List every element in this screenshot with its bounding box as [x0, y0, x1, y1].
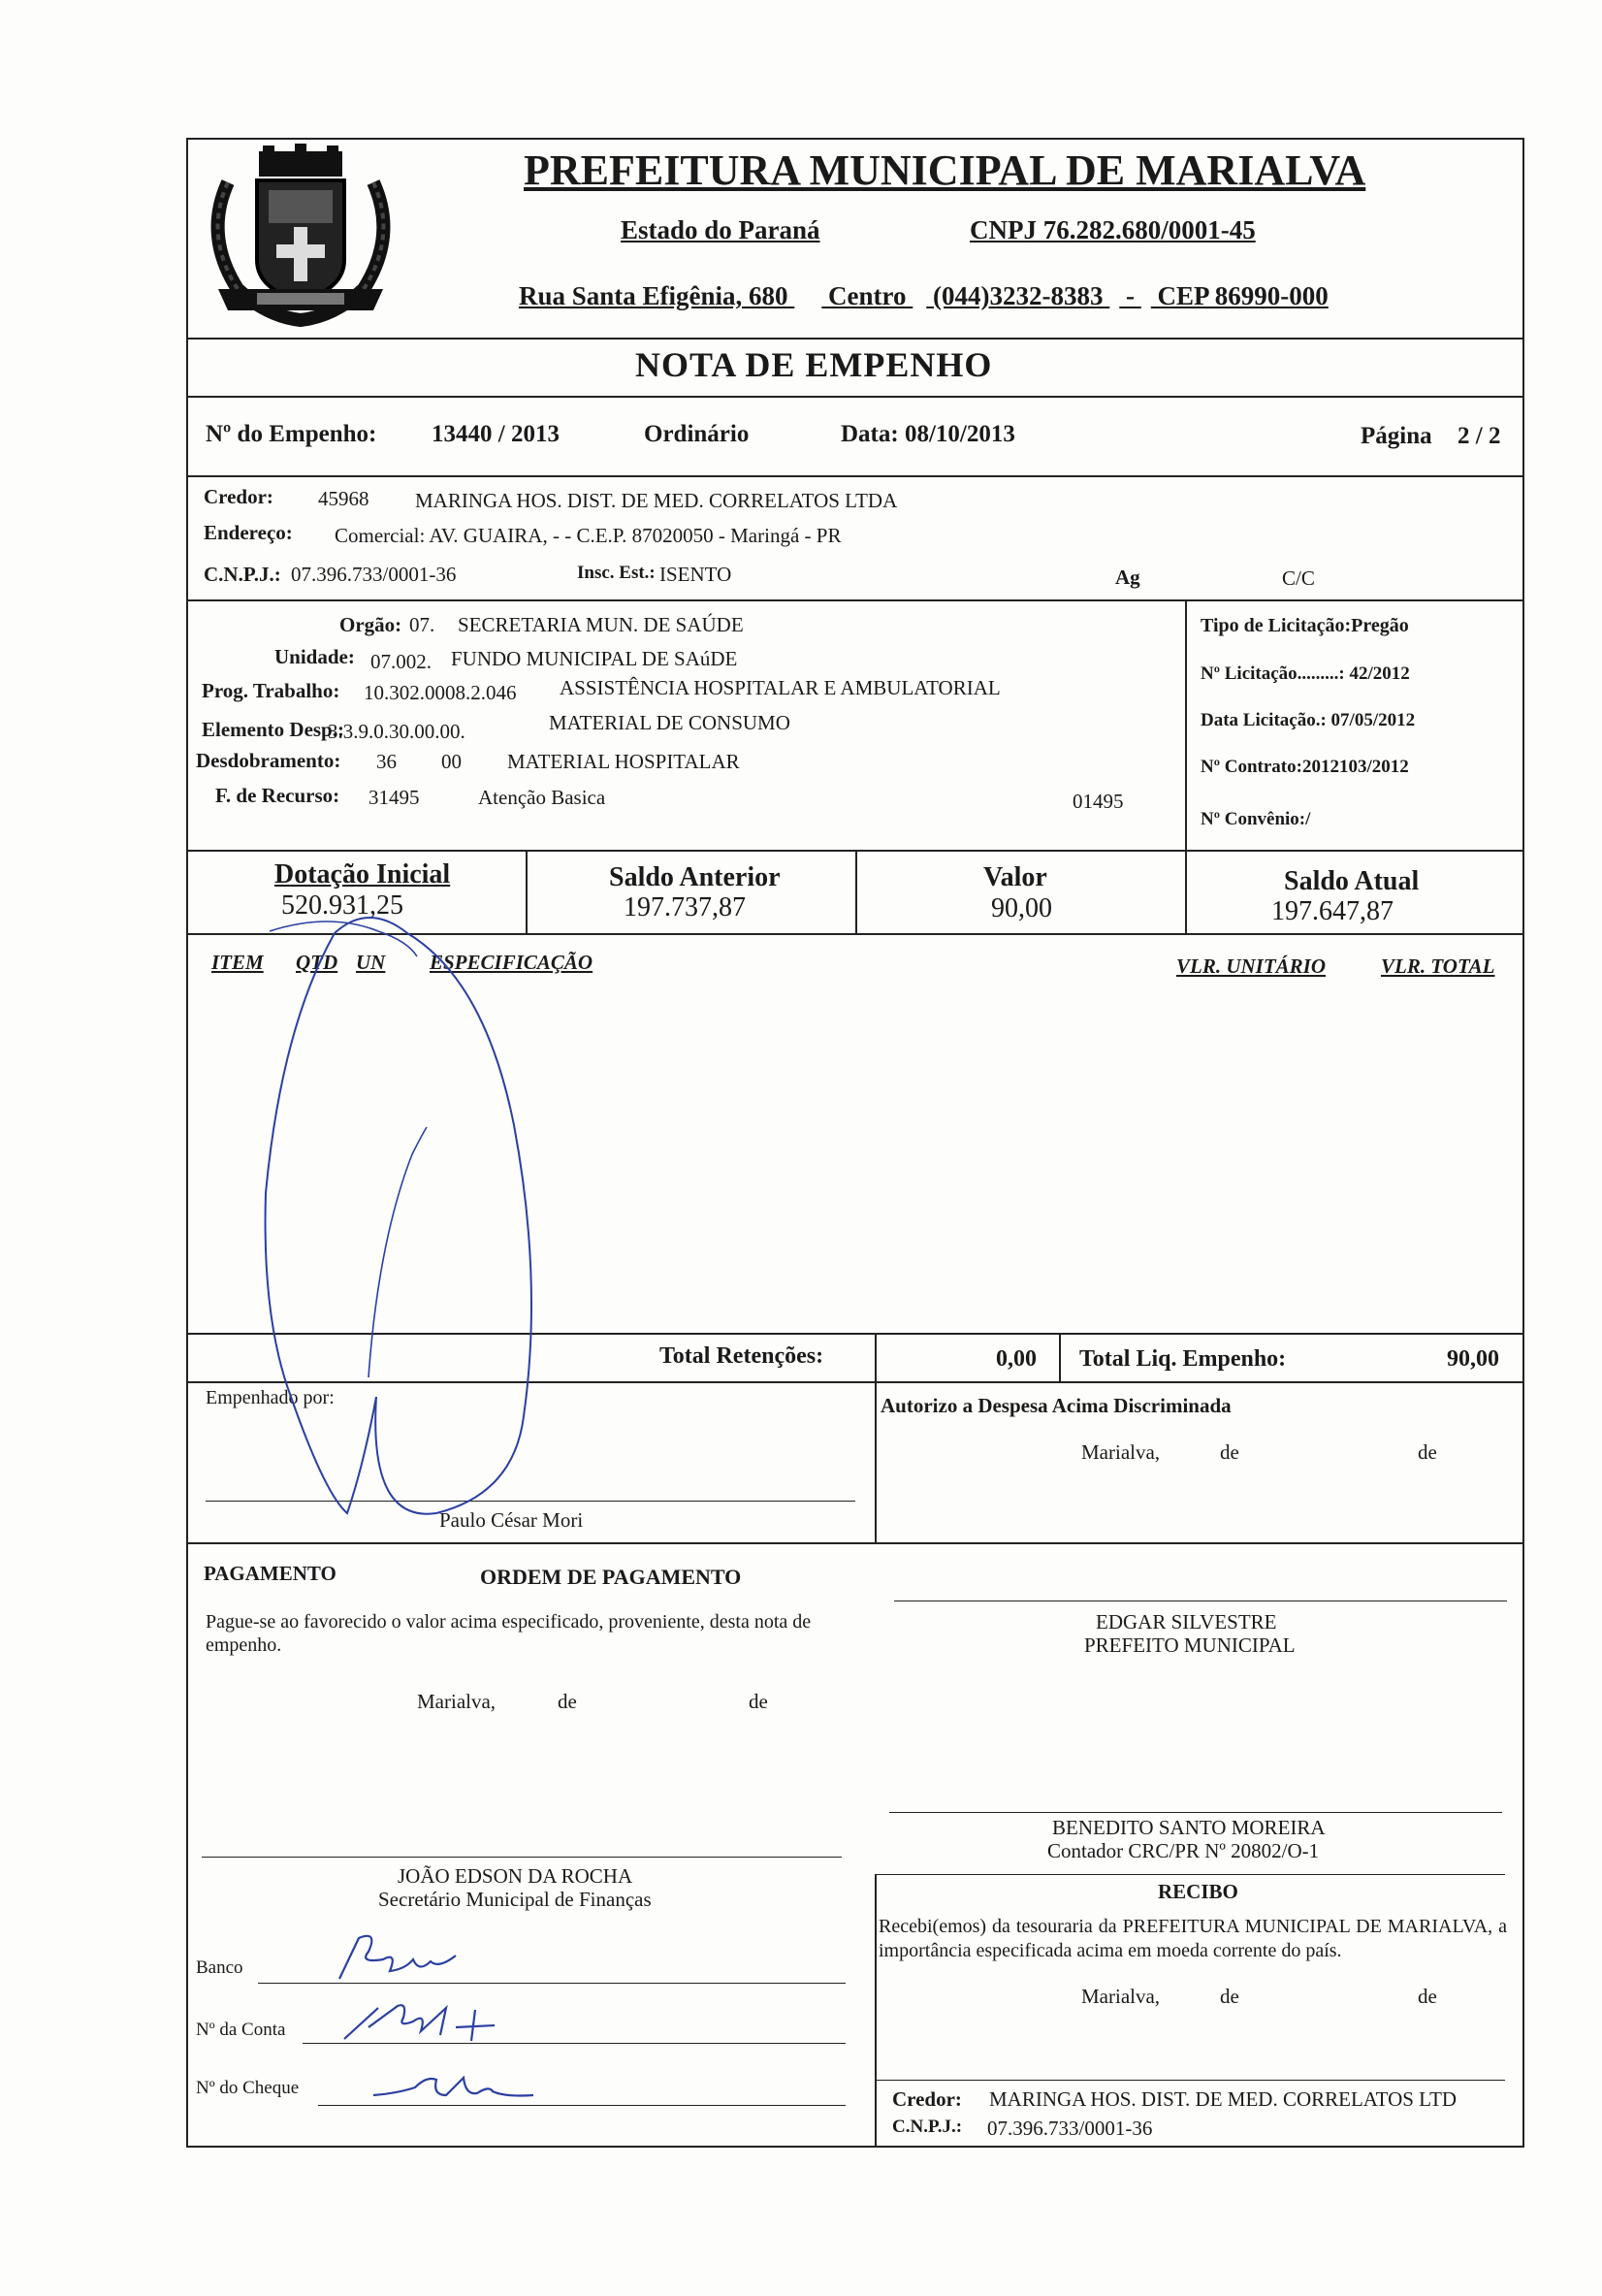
- divider: [875, 1333, 877, 1383]
- desdobramento-code: 36: [376, 750, 397, 773]
- tipo-licitacao-text: Tipo de Licitação:Pregão: [1201, 615, 1409, 636]
- authorization-city: Marialva,: [1081, 1440, 1161, 1464]
- orgao-code: 07.: [409, 613, 435, 636]
- document-title: NOTA DE EMPENHO: [635, 345, 993, 384]
- recibo-city: Marialva,: [1081, 1985, 1161, 2008]
- col-un: UN: [356, 951, 386, 974]
- prog-code: 10.302.0008.2.046: [364, 681, 517, 704]
- ag-label: Ag: [1115, 566, 1140, 589]
- liquido-value: 90,00: [1447, 1346, 1499, 1372]
- prog-label: Prog. Trabalho:: [202, 679, 340, 702]
- unidade-code: 07.002.: [370, 650, 432, 673]
- signature-line: [889, 1812, 1502, 1813]
- elemento-label: Elemento Desp.:: [202, 718, 344, 741]
- dotacao-label: Dotação Inicial: [274, 859, 451, 889]
- col-qtd: QTD: [296, 951, 338, 974]
- saldo-anterior-value: 197.737,87: [624, 892, 746, 922]
- recibo-cnpj-label: C.N.P.J.:: [892, 2117, 963, 2137]
- divider: [186, 475, 1524, 477]
- prefeito-title: PREFEITO MUNICIPAL: [1084, 1633, 1296, 1657]
- header-street: Rua Santa Efigênia, 680: [519, 281, 788, 310]
- ordem-pagamento-label: ORDEM DE PAGAMENTO: [480, 1565, 742, 1589]
- divider: [186, 1542, 1524, 1544]
- recibo-text: Recebi(emos) da tesouraria da PREFEITURA MUNICIPAL DE MARIALVA, a importância especificada acima em moeda corrente do país.: [879, 1916, 1507, 1961]
- state-label: Estado do Paraná: [621, 215, 820, 244]
- empenho-type: Ordinário: [644, 421, 750, 447]
- prog-name: ASSISTÊNCIA HOSPITALAR E AMBULATORIAL: [560, 676, 1001, 699]
- empenho-number: 13440 / 2013: [432, 421, 560, 447]
- liquido-label: Total Liq. Empenho:: [1079, 1346, 1287, 1372]
- banco-handwriting: [330, 1930, 485, 1989]
- divider: [875, 1381, 877, 1544]
- orgao-label: Orgão:: [339, 613, 402, 636]
- recurso-name: Atenção Basica: [478, 786, 606, 809]
- divider: [875, 1874, 1505, 1875]
- authorization-de-1: de: [1220, 1440, 1239, 1464]
- cnpj-value: 07.396.733/0001-36: [291, 563, 457, 586]
- header-phone: (044)3232-8383: [933, 281, 1104, 310]
- empenhado-label: Empenhado por:: [206, 1387, 335, 1408]
- unidade-label: Unidade:: [274, 645, 355, 668]
- empenhado-name: Paulo César Mori: [439, 1508, 584, 1532]
- pagamento-text: Pague-se ao favorecido o valor acima especificado, proveniente, desta nota de empenho.: [206, 1611, 812, 1656]
- recurso-extra: 01495: [1073, 790, 1124, 813]
- signature-line: [875, 2080, 1505, 2081]
- cheque-label: Nº do Cheque: [196, 2078, 300, 2098]
- cnpj-label: C.N.P.J.:: [204, 563, 281, 586]
- saldo-atual-label: Saldo Atual: [1284, 866, 1420, 896]
- numero-licitacao: Nº Licitação.........: 42/2012: [1201, 663, 1410, 684]
- credor-name: MARINGA HOS. DIST. DE MED. CORRELATOS LTDA: [415, 489, 898, 512]
- tipo-licitacao: [1201, 615, 1409, 637]
- handwritten-signature: [223, 873, 630, 1533]
- elemento-code: 3.3.9.0.30.00.00.: [328, 720, 465, 743]
- desdobramento-label: Desdobramento:: [196, 749, 341, 772]
- divider: [1059, 1333, 1061, 1383]
- desdobramento-sub: 00: [441, 750, 462, 773]
- empenho-label: Nº do Empenho:: [206, 421, 377, 447]
- numero-contrato: Nº Contrato:2012103/2012: [1201, 757, 1409, 777]
- credor-label: Credor:: [204, 485, 273, 508]
- valor-value: 90,00: [991, 893, 1052, 923]
- divider: [855, 850, 857, 935]
- divider: [186, 599, 1524, 601]
- elemento-name: MATERIAL DE CONSUMO: [549, 711, 790, 734]
- data-licitacao: Data Licitação.: 07/05/2012: [1201, 710, 1416, 730]
- credor-code: 45968: [318, 487, 369, 510]
- valor-label: Valor: [983, 862, 1047, 892]
- conta-handwriting: [339, 1998, 514, 2047]
- saldo-atual-value: 197.647,87: [1271, 896, 1394, 926]
- divider: [1185, 850, 1187, 935]
- desdobramento-name: MATERIAL HOSPITALAR: [507, 750, 740, 773]
- autorizo-text: Autorizo a Despesa Acima Discriminada: [881, 1394, 1232, 1417]
- empenho-date: Data: 08/10/2013: [841, 421, 1015, 447]
- col-item: ITEM: [211, 951, 264, 974]
- header-address: [519, 281, 1329, 311]
- dotacao-value: 520.931,25: [281, 890, 403, 921]
- recibo-de-2: de: [1418, 1985, 1437, 2008]
- recibo-title: RECIBO: [1158, 1880, 1238, 1903]
- secretario-name: JOÃO EDSON DA ROCHA: [398, 1864, 633, 1888]
- recurso-label: F. de Recurso:: [215, 784, 340, 807]
- header-cep: CEP 86990-000: [1157, 281, 1329, 310]
- col-especificacao: ESPECIFICAÇÃO: [430, 951, 593, 974]
- divider: [186, 338, 1524, 340]
- retencoes-value: 0,00: [996, 1346, 1037, 1372]
- municipal-coat-of-arms: [199, 144, 402, 328]
- unidade-name: FUNDO MUNICIPAL DE SAúDE: [451, 647, 738, 670]
- header-cnpj: CNPJ 76.282.680/0001-45: [970, 215, 1256, 244]
- page-number: 2 / 2: [1458, 423, 1501, 449]
- prefeito-name: EDGAR SILVESTRE: [1096, 1610, 1277, 1633]
- divider: [1185, 599, 1187, 850]
- pagamento-city: Marialva,: [417, 1690, 497, 1713]
- header-district: Centro: [828, 281, 907, 310]
- page-label: Página: [1361, 423, 1432, 449]
- authorization-de-2: de: [1418, 1440, 1437, 1464]
- retencoes-label: Total Retenções:: [659, 1343, 824, 1369]
- numero-convenio: Nº Convênio:/: [1201, 809, 1311, 829]
- conta-label: Nº da Conta: [196, 2020, 286, 2040]
- cheque-handwriting: [368, 2066, 543, 2115]
- banco-label: Banco: [196, 1957, 243, 1978]
- pagamento-de-1: de: [558, 1690, 577, 1713]
- recibo-credor-label: Credor:: [892, 2087, 962, 2111]
- address-value: Comercial: AV. GUAIRA, - - C.E.P. 87020050 - Maringá - PR: [335, 524, 842, 547]
- contador-name: BENEDITO SANTO MOREIRA: [1052, 1816, 1326, 1839]
- recibo-credor-name: MARINGA HOS. DIST. DE MED. CORRELATOS LTD: [989, 2087, 1458, 2111]
- address-label: Endereço:: [204, 521, 293, 544]
- divider: [875, 1874, 877, 2148]
- contador-title: Contador CRC/PR Nº 20802/O-1: [1047, 1839, 1320, 1862]
- recibo-cnpj: 07.396.733/0001-36: [987, 2117, 1153, 2140]
- signature-line: [202, 1857, 842, 1858]
- header-dash: -: [1126, 281, 1136, 310]
- orgao-name: SECRETARIA MUN. DE SAÚDE: [458, 613, 744, 636]
- col-vlr-total: VLR. TOTAL: [1381, 954, 1495, 978]
- secretario-title: Secretário Municipal de Finanças: [378, 1888, 652, 1911]
- divider: [186, 396, 1524, 398]
- insc-value: ISENTO: [659, 563, 732, 586]
- insc-label: Insc. Est.:: [577, 563, 656, 583]
- col-vlr-unitario: VLR. UNITÁRIO: [1176, 954, 1327, 978]
- pagamento-de-2: de: [749, 1690, 768, 1713]
- prefeitura-title: PREFEITURA MUNICIPAL DE MARIALVA: [524, 146, 1366, 194]
- pagamento-label: PAGAMENTO: [204, 1562, 336, 1585]
- recurso-code: 31495: [368, 786, 420, 809]
- cc-label: C/C: [1282, 566, 1315, 590]
- saldo-anterior-label: Saldo Anterior: [609, 862, 781, 892]
- recibo-de-1: de: [1220, 1985, 1239, 2008]
